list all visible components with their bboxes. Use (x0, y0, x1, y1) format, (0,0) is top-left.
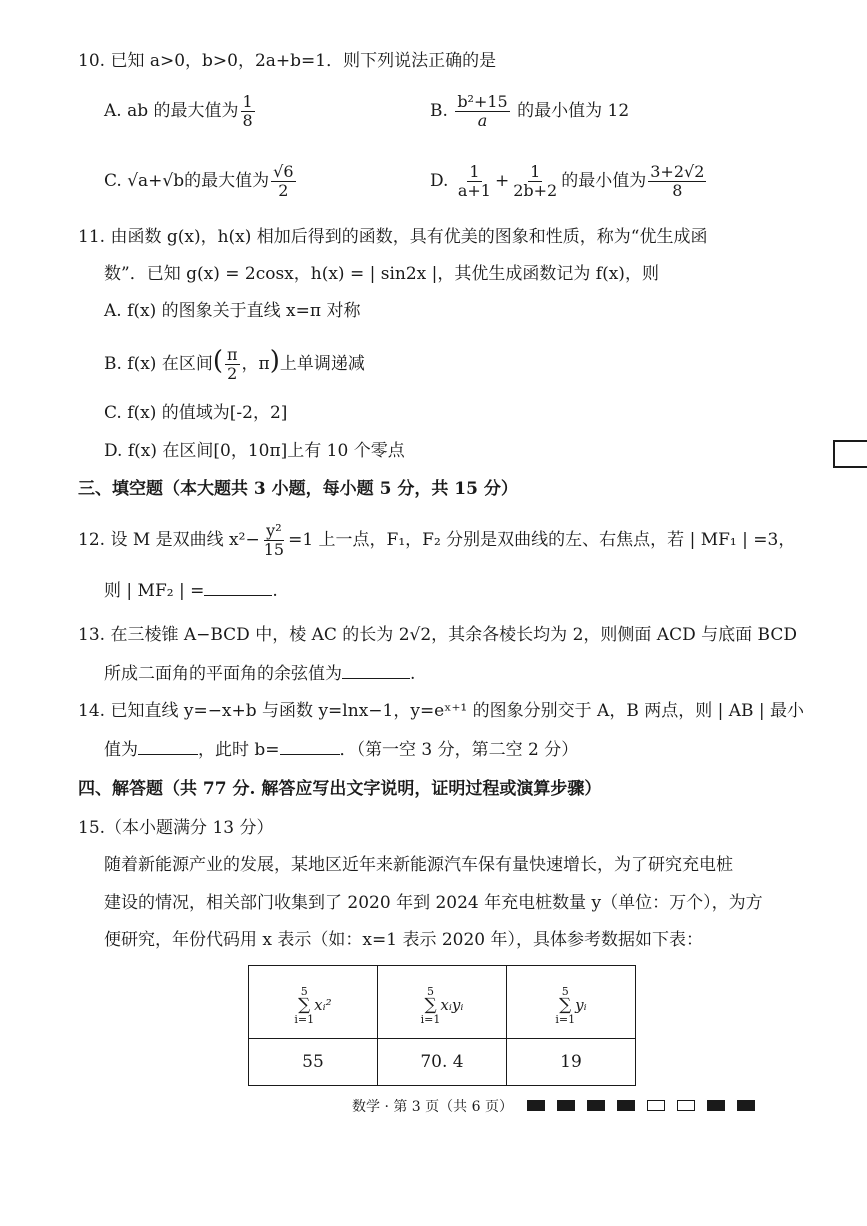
q12-answer-blank[interactable] (204, 581, 272, 596)
q10-c-frac (271, 163, 295, 200)
q10-b-prefix: B. (430, 101, 448, 121)
sum-lower: i=1 (420, 1012, 441, 1026)
q15-paragraph-line1: 随着新能源产业的发展，某地区近年来新能源汽车保有量快速增长，为了研究充电桩 (104, 855, 733, 875)
q12-post: =1 上一点，F₁，F₂ 分别是双曲线的左、右焦点，若 | MF₁ | =3， (288, 530, 796, 550)
q13-answer-blank[interactable] (342, 664, 410, 679)
sum-x-squared: 5 ∑ i=1 xᵢ² (294, 984, 332, 1026)
q10-c-prefix: C. (104, 171, 122, 191)
q10-d-n1: 1 (469, 162, 480, 181)
q14-line2-b: ，此时 b= (198, 740, 280, 760)
q14-line1: 14. 已知直线 y=−x+b 与函数 y=lnx−1，y=eˣ⁺¹ 的图象分别交于 A，B 两点，则 | AB | 最小 (78, 701, 805, 721)
q11-b-post: ，π (241, 354, 270, 374)
q11-option-a: A. f(x) 的图象关于直线 x=π 对称 (104, 301, 361, 321)
table-cell: 55 (249, 1039, 378, 1086)
q10-d-d1: a+1 (457, 181, 491, 200)
table-header-cell (378, 966, 507, 1039)
reference-data-table (248, 965, 636, 1086)
sum-term: yᵢ (575, 996, 587, 1014)
q15-paragraph-line3: 便研究，年份代码用 x 表示（如：x=1 表示 2020 年），具体参考数据如下表： (104, 930, 704, 950)
q12-num: y² (266, 521, 282, 540)
table-header-cell (507, 966, 636, 1039)
sum-term: xᵢyᵢ (440, 996, 464, 1014)
q15-title: 15.（本小题满分 13 分） (78, 818, 274, 838)
q10-c-num: √6 (273, 162, 294, 181)
q10-option-b (430, 90, 629, 132)
marker-box (707, 1100, 725, 1111)
q11-b-tail: 上单调递减 (279, 354, 365, 374)
q10-a-den: 8 (242, 111, 253, 130)
q13-line2-text: 所成二面角的平面角的余弦值为 (104, 664, 342, 684)
q10-a-frac (241, 93, 255, 130)
section-3-heading: 三、填空题（本大题共 3 小题，每小题 5 分，共 15 分） (78, 479, 518, 499)
q10-a-num: 1 (242, 92, 253, 111)
q10-d-d2: 2b+2 (513, 181, 558, 200)
q10-option-c (104, 160, 298, 202)
sum-y: 5 ∑ i=1 yᵢ (555, 984, 587, 1026)
page-edge-mark (833, 440, 867, 468)
q10-d-frac2 (511, 163, 559, 200)
q10-b-den: a (477, 111, 488, 130)
section-4-heading: 四、解答题（共 77 分. 解答应写出文字说明，证明过程或演算步骤） (78, 779, 602, 799)
q11-b-frac (225, 346, 240, 383)
marker-box (557, 1100, 575, 1111)
q10-b-num: b²+15 (457, 92, 508, 111)
q14-line2 (104, 739, 578, 761)
q10-c-text: 的最大值为 (184, 171, 270, 191)
q10-d-den: 8 (672, 181, 683, 200)
q11-option-d: D. f(x) 在区间[0，10π]上有 10 个零点 (104, 441, 405, 461)
table-row (249, 1039, 636, 1086)
q11-b-den: 2 (227, 364, 238, 383)
q12-den: 15 (263, 540, 285, 559)
q13-line2 (104, 663, 415, 685)
table-header-row (249, 966, 636, 1039)
q12-end: . (272, 581, 278, 601)
q10-a-text: ab 的最大值为 (127, 101, 239, 121)
q10-d-num: 3+2√2 (650, 162, 705, 181)
q14-answer-blank-2[interactable] (280, 740, 340, 755)
q10-c-den: 2 (278, 181, 289, 200)
q10-d-frac1 (456, 163, 493, 200)
q11-line1: 11. 由函数 g(x)，h(x) 相加后得到的函数，具有优美的图象和性质，称为“优生成函 (78, 227, 708, 247)
q10-b-text: 的最小值为 12 (517, 101, 630, 121)
marker-box (617, 1100, 635, 1111)
q14-line2-c: ．（第一空 3 分，第二空 2 分） (339, 740, 579, 760)
q10-d-frac3 (648, 163, 706, 200)
q11-option-c: C. f(x) 的值域为[-2，2] (104, 403, 288, 423)
page-footer: 数学 · 第 3 页（共 6 页） (352, 1099, 513, 1115)
q10-c-expr: √a+√b (127, 171, 185, 191)
q10-stem: 10. 已知 a>0，b>0，2a+b=1．则下列说法正确的是 (78, 51, 497, 71)
q13-line1: 13. 在三棱锥 A−BCD 中，棱 AC 的长为 2√2，其余各棱长均为 2，则侧面 ACD 与底面 BCD (78, 625, 797, 645)
q12-line2-text: 则 | MF₂ | = (104, 581, 205, 601)
q10-b-frac (455, 93, 509, 130)
sum-lower: i=1 (294, 1012, 315, 1026)
q12-line2 (104, 580, 278, 602)
marker-box (737, 1100, 755, 1111)
q12-line1 (78, 518, 795, 562)
marker-box (587, 1100, 605, 1111)
table-cell: 70. 4 (378, 1039, 507, 1086)
marker-box (677, 1100, 695, 1111)
q10-option-a (104, 90, 257, 132)
q12-pre: 12. 设 M 是双曲线 x²− (78, 530, 260, 550)
q15-paragraph-line2: 建设的情况，相关部门收集到了 2020 年到 2024 年充电桩数量 y（单位：万个），为方 (104, 893, 763, 913)
footer-marker-boxes (527, 1100, 755, 1111)
q10-option-d (430, 160, 708, 202)
sum-upper: 5 (427, 984, 434, 998)
q11-line2: 数”．已知 g(x) = 2cosx，h(x) = | sin2x |，其优生成函数记为 f(x)，则 (104, 264, 659, 284)
marker-box (647, 1100, 665, 1111)
q10-d-plus: + (494, 171, 510, 191)
q13-end: . (410, 664, 416, 684)
sum-xy: 5 ∑ i=1 xᵢyᵢ (420, 984, 464, 1026)
sum-term: xᵢ² (314, 996, 332, 1014)
q10-d-prefix: D. (430, 171, 449, 191)
q10-a-prefix: A. (104, 101, 122, 121)
q14-line2-a: 值为 (104, 740, 138, 760)
sum-upper: 5 (561, 984, 569, 998)
sum-lower: i=1 (555, 1012, 576, 1026)
q12-frac (262, 522, 286, 559)
q10-d-text: 的最小值为 (561, 171, 647, 191)
q14-answer-blank-1[interactable] (138, 740, 198, 755)
q11-b-pre: B. f(x) 在区间 (104, 354, 213, 374)
q11-b-num: π (227, 345, 238, 364)
q10-d-n2: 1 (530, 162, 541, 181)
table-header-cell (249, 966, 378, 1039)
table-cell: 19 (507, 1039, 636, 1086)
sum-upper: 5 (300, 984, 308, 998)
marker-box (527, 1100, 545, 1111)
q11-option-b: B. f(x) 在区间( $\frac{\pi}{2}$ ，π)上单调递减 (104, 345, 365, 383)
